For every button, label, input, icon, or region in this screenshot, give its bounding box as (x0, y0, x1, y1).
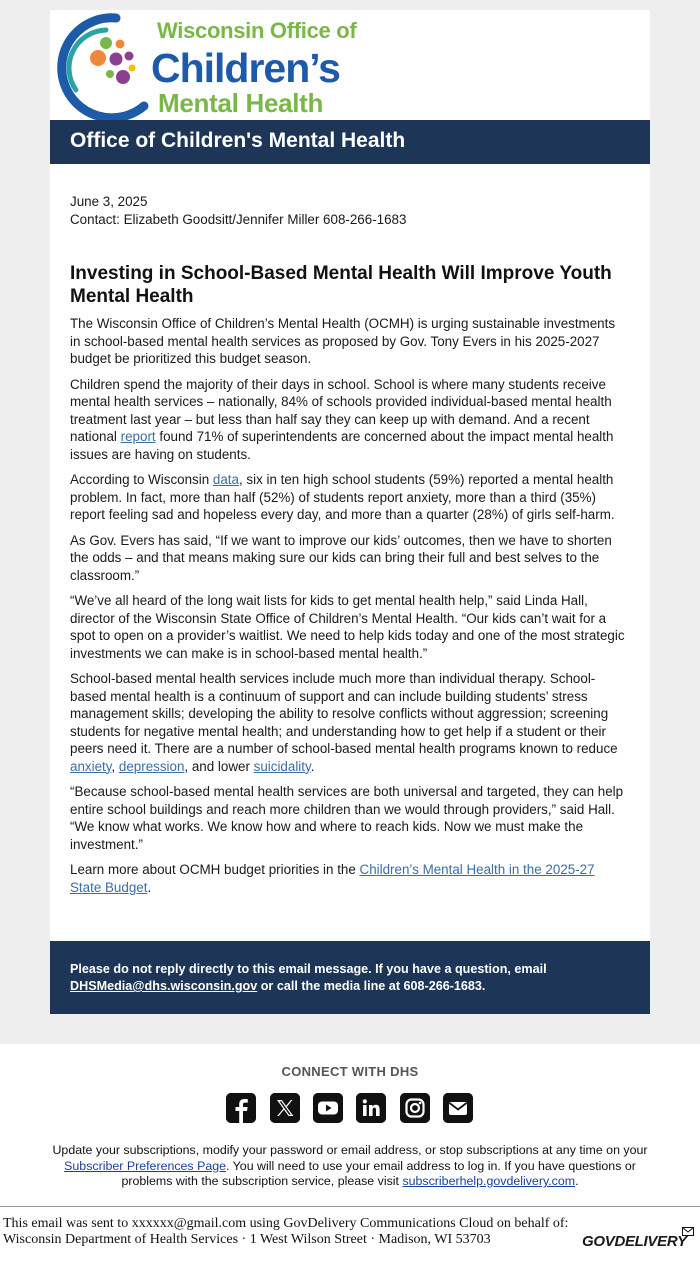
social-icons (226, 1093, 476, 1125)
paragraph-5: “We’ve all heard of the long wait lists for kids to get mental health help,” said Linda Hall, director of the Wisconsin State Office of Children’s Mental Health. “Our kids can’t wait for a spot to open on a provider’s waitlist. We need to help kids today and one of the most strategic investments we can make is in school-based mental health.” (70, 593, 625, 661)
paragraph-3: According to Wisconsin data, six in ten high school students (59%) reported a mental health problem. In fact, more than half (52%) of students report anxiety, more than a third (35%) report feeling sad and hopeless every day, and more than a quarter (28%) of girls self-harm. (70, 472, 615, 522)
data-link[interactable]: data (212, 472, 239, 487)
subscriber-preferences-link[interactable]: Subscriber Preferences Page (64, 1158, 227, 1173)
govdelivery-logo[interactable]: GOVDELIVERY (582, 1233, 687, 1250)
logo-text-line1: Wisconsin Office of (157, 18, 357, 43)
press-contact: Contact: Elizabeth Goodsitt/Jennifer Miller 608-266-1683 (70, 211, 407, 227)
facebook-icon[interactable] (226, 1093, 256, 1123)
paragraph-7: “Because school-based mental health services are both universal and targeted, they can help entire school buildings and reach more children than we would through providers,” said Hall. “We know what works. We know how and where to reach kids. Now we must make the investment.” (70, 784, 624, 852)
paragraph-2: Children spend the majority of their days in school. School is where many students receive mental health services – nationally, 84% of schools provided individual-based mental health treatment last year – but less than half say they can keep up with demand. And a recent national report found 71% of superintendents are concerned about the impact mental health issues are having on students. (70, 376, 614, 462)
x-icon[interactable] (270, 1093, 300, 1123)
logo-text-line3: Mental Health (158, 88, 324, 118)
anxiety-link[interactable]: anxiety (70, 758, 112, 774)
youtube-icon[interactable] (313, 1093, 343, 1123)
email-icon[interactable] (443, 1093, 473, 1123)
banner-title: Office of Children's Mental Health (70, 129, 406, 152)
linkedin-icon[interactable] (356, 1093, 386, 1123)
sent-notice: This email was sent to xxxxxx@gmail.com using GovDelivery Communications Cloud on behalf of: Wisconsin Department of Health Services · 1 West Wilson Street · Madison, WI 53703 (3, 1216, 569, 1247)
paragraph-6: School-based mental health services include much more than individual therapy. School-based mental health is a continuum of support and can include building students’ stress management skills; developing the ability to resolve conflicts without aggression; screening students for negative mental health; and understanding how to get help if a student or their peers need it. There are a number of school-based mental health programs known to reduce anxiety, depression, and lower suicidality. (70, 671, 618, 774)
paragraph-4: As Gov. Evers has said, “If we want to improve our kids’ outcomes, then we have to shorten the odds – and that means making sure our kids can bring their full and best selves to the classroom.” (70, 532, 612, 583)
suicidality-link[interactable]: suicidality (253, 758, 311, 774)
report-link[interactable]: report (120, 429, 156, 444)
connect-heading: CONNECT WITH DHS (281, 1064, 419, 1079)
divider (0, 1206, 700, 1207)
logo-mark-icon (54, 10, 154, 120)
media-email-link[interactable]: DHSMedia@dhs.wisconsin.gov (70, 979, 258, 993)
header-banner (50, 120, 650, 164)
subscription-notice: Update your subscriptions, modify your password or email address, or stop subscriptions at any time on your Subscriber Preferences Page. You will need to use your email address to log in. If you have questions or problems with the subscription service, please visit subscriberhelp.govdelivery.com. (52, 1143, 648, 1188)
article-headline: Investing in School-Based Mental Health Will Improve Youth Mental Health (70, 263, 612, 307)
instagram-icon[interactable] (400, 1093, 430, 1123)
reply-notice-text: Please do not reply directly to this email message. If you have a question, email DHSMedia@dhs.wisconsin.gov or call the media line at 608-266-1683. (70, 962, 547, 993)
logo-text-line2: Children’s (151, 45, 340, 91)
paragraph-1: The Wisconsin Office of Children’s Mental Health (OCMH) is urging sustainable investments in school-based mental health services as proposed by Gov. Tony Evers in his 2025-2027 budget be prioritized this budget season. (70, 316, 616, 366)
ocmh-logo (50, 10, 650, 120)
depression-link[interactable]: depression (118, 758, 185, 774)
paragraph-8: Learn more about OCMH budget priorities in the Children’s Mental Health in the 2025-27 State Budget. (70, 862, 595, 895)
press-meta (70, 193, 626, 228)
reply-notice-band (50, 941, 650, 1014)
subscriber-help-link[interactable]: subscriberhelp.govdelivery.com (402, 1174, 576, 1188)
press-date: June 3, 2025 (70, 194, 148, 209)
state-budget-link[interactable]: Children’s Mental Health in the 2025-27 State Budget (70, 862, 595, 895)
article-body (70, 315, 626, 904)
